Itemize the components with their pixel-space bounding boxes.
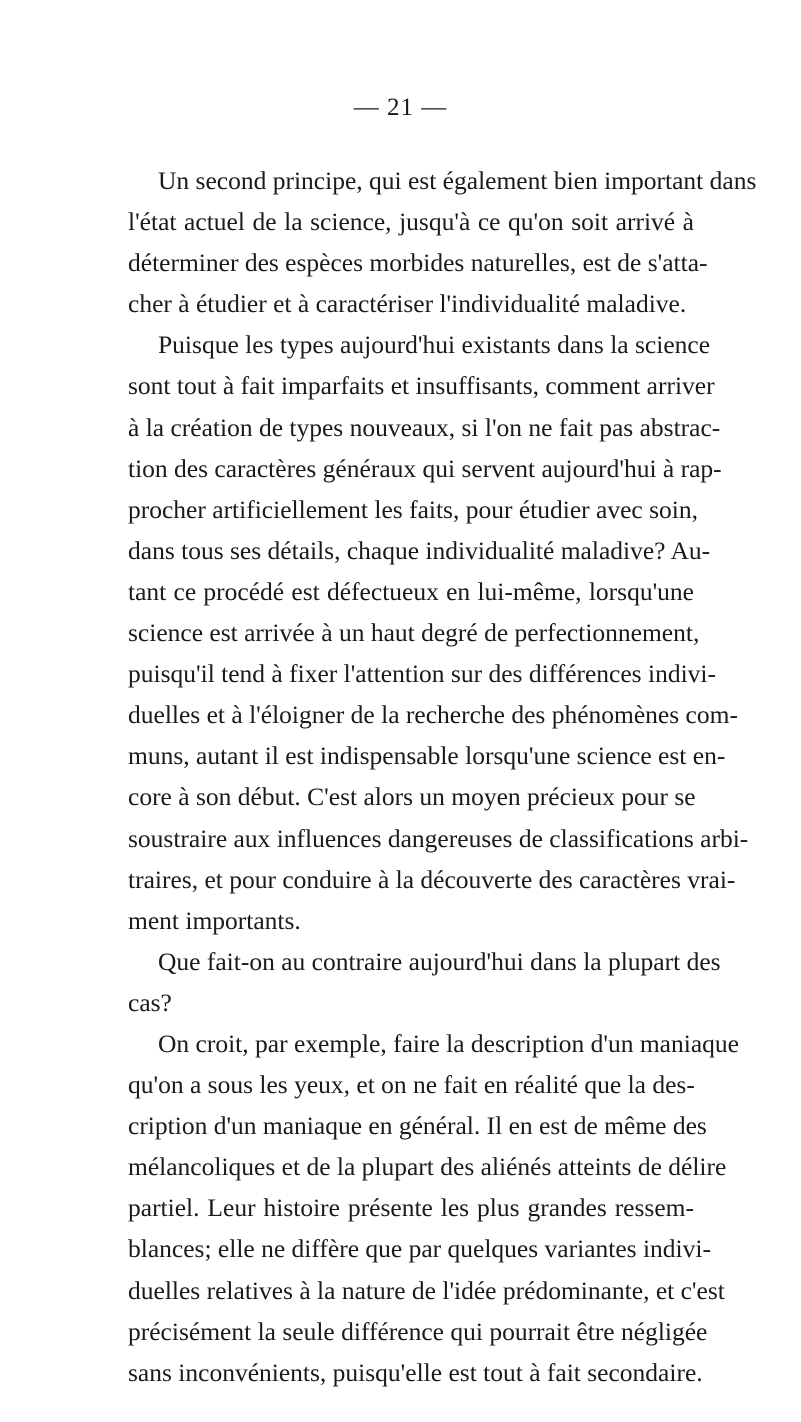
text-line: cher à étudier et à caractériser l'individualité maladive. — [128, 289, 687, 319]
text-line: duelles relatives à la nature de l'idée prédominante, et c'est — [128, 1275, 725, 1305]
text-line: qu'on a sous les yeux, et on ne fait en réalité que la des- — [128, 1070, 695, 1100]
text-line: muns, autant il est indispensable lorsqu'une science est en- — [128, 741, 726, 771]
text-line: Puisque les types aujourd'hui existants dans la science — [158, 330, 711, 360]
text-line: core à son début. C'est alors un moyen précieux pour se — [128, 782, 696, 812]
text-line: tant ce procédé est défectueux en lui-même, lorsqu'une — [128, 576, 694, 606]
text-line: soustraire aux influences dangereuses de classifications arbi- — [128, 823, 749, 853]
text-line: blances; elle ne diffère que par quelques variantes indivi- — [128, 1234, 711, 1264]
text-line: mélancoliques et de la plupart des aliénés atteints de délire — [128, 1152, 727, 1182]
text-line: Un second principe, qui est également bien important dans — [158, 166, 757, 195]
page-number: — 21 — — [353, 94, 448, 121]
text-line: puisqu'il tend à fixer l'attention sur des différences indivi- — [128, 659, 716, 689]
text-line: science est arrivée à un haut degré de perfectionnement, — [128, 618, 700, 648]
text-line: sans inconvénients, puisqu'elle est tout à fait secondaire. — [128, 1357, 703, 1387]
text-line: précisément la seule différence qui pourrait être négligée — [128, 1316, 708, 1346]
text-line: tion des caractères généraux qui servent aujourd'hui à rap- — [128, 453, 722, 483]
text-line: partiel. Leur histoire présente les plus grandes ressem- — [128, 1193, 694, 1223]
text-line: l'état actuel de la science, jusqu'à ce qu'on soit arrivé à — [128, 207, 694, 237]
text-line: cription d'un maniaque en général. Il en est de même des — [128, 1111, 707, 1141]
text-line: procher artificiellement les faits, pour étudier avec soin, — [128, 494, 698, 524]
text-line: duelles et à l'éloigner de la recherche des phénomènes com- — [128, 700, 738, 730]
text-line: On croit, par exemple, faire la description d'un maniaque — [158, 1028, 739, 1058]
text-line: déterminer des espèces morbides naturelles, est de s'atta- — [128, 248, 708, 278]
text-line: traires, et pour conduire à la découverte des caractères vrai- — [128, 864, 736, 894]
text-line: ment importants. — [128, 905, 301, 935]
text-line: dans tous ses détails, chaque individualité maladive? Au- — [128, 535, 711, 565]
text-line: cas? — [128, 987, 172, 1017]
text-line: Que fait-on au contraire aujourd'hui dans la plupart des — [158, 946, 721, 976]
text-line: à la création de types nouveaux, si l'on ne fait pas abstrac- — [128, 412, 721, 442]
body-text — [128, 160, 757, 1393]
text-line: sont tout à fait imparfaits et insuffisants, comment arriver — [128, 371, 715, 401]
